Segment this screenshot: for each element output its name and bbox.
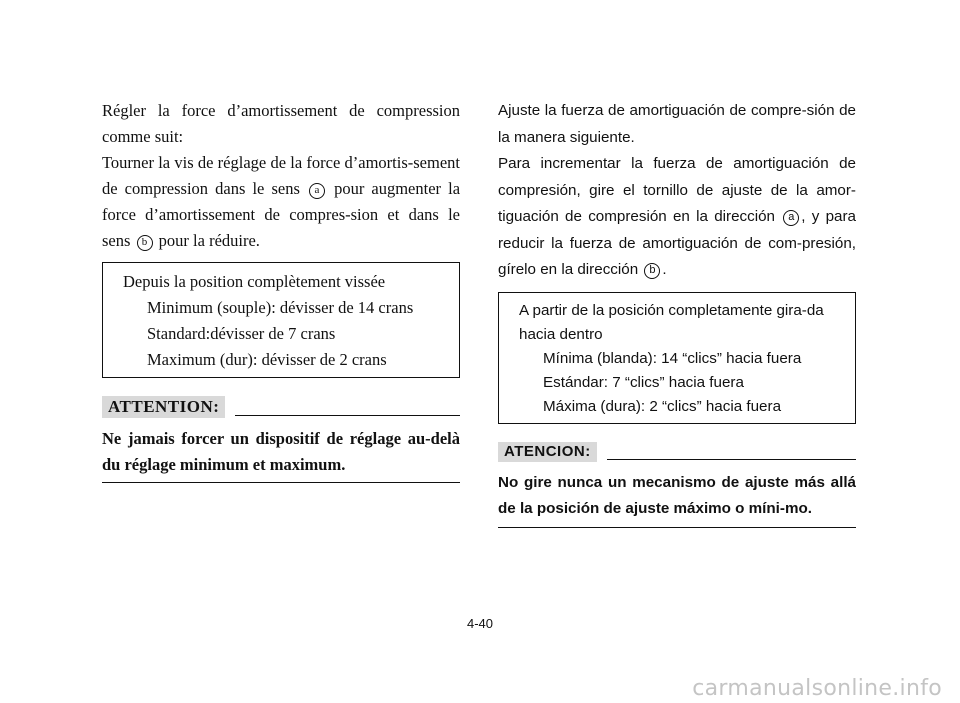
french-caution-label: ATTENTION:: [102, 396, 225, 418]
spanish-box-heading: A partir de la posición completamente gira-da hacia dentro: [519, 301, 824, 343]
french-instruction-mid: pour augmenter la force d’amortissement de compres-sion et dans le sens: [102, 179, 461, 250]
spanish-caution-text: No gire nunca un mecanismo de ajuste más allá de la posición de ajuste máximo o míni-mo.: [498, 470, 856, 528]
spanish-settings-box: [498, 292, 856, 424]
french-box-maximum: Maximum (dur): dévisser de 2 crans: [147, 350, 387, 369]
french-box-heading: Depuis la position complètement vissée: [123, 272, 386, 291]
marker-b-icon: b: [137, 235, 153, 251]
spanish-box-maximum: Máxima (dura): 2 “clics” hacia fuera: [543, 397, 782, 415]
spanish-box-minimum: Mínima (blanda): 14 “clics” hacia fuera: [543, 349, 802, 367]
french-column: [102, 98, 460, 483]
spanish-instruction-pre: Para incrementar la fuerza de amortiguación de compresión, gire el tornillo de ajuste de la amor-tiguación de compresión en la dirección: [498, 155, 856, 225]
marker-a-icon: a: [309, 183, 325, 199]
spanish-column: [498, 98, 856, 528]
page-number: 4-40: [466, 616, 494, 631]
spanish-box-standard: Estándar: 7 “clics” hacia fuera: [543, 373, 744, 391]
marker-a-icon: a: [783, 210, 799, 226]
french-intro: Régler la force d’amortissement de compression comme suit:: [102, 101, 460, 146]
spanish-caution-label: ATENCION:: [498, 442, 597, 462]
spanish-instruction: [498, 151, 856, 284]
marker-b-icon: b: [644, 263, 660, 279]
french-instruction-post: pour la réduire.: [158, 231, 260, 250]
french-box-minimum: Minimum (souple): dévisser de 14 crans: [147, 298, 414, 317]
french-settings-box: [102, 262, 460, 378]
spanish-instruction-mid: , y para reducir la fuerza de amortiguación de com-presión, gírelo en la dirección: [498, 208, 856, 278]
french-caution-rule: [235, 415, 460, 416]
spanish-intro: Ajuste la fuerza de amortiguación de compre-sión de la manera siguiente.: [498, 102, 856, 146]
spanish-caution-rule: [607, 459, 856, 460]
spanish-instruction-post: .: [662, 261, 667, 278]
french-instruction-pre: Tourner la vis de réglage de la force d’amortis-sement de compression dans le sens: [102, 153, 460, 198]
watermark: carmanualsonline.info: [692, 676, 942, 701]
french-caution-header: [102, 396, 460, 418]
french-caution-text: Ne jamais forcer un dispositif de réglage au-delà du réglage minimum et maximum.: [102, 426, 460, 483]
spanish-caution-header: [498, 442, 856, 462]
french-instruction: [102, 150, 460, 254]
french-box-standard: Standard:dévisser de 7 crans: [147, 324, 336, 343]
